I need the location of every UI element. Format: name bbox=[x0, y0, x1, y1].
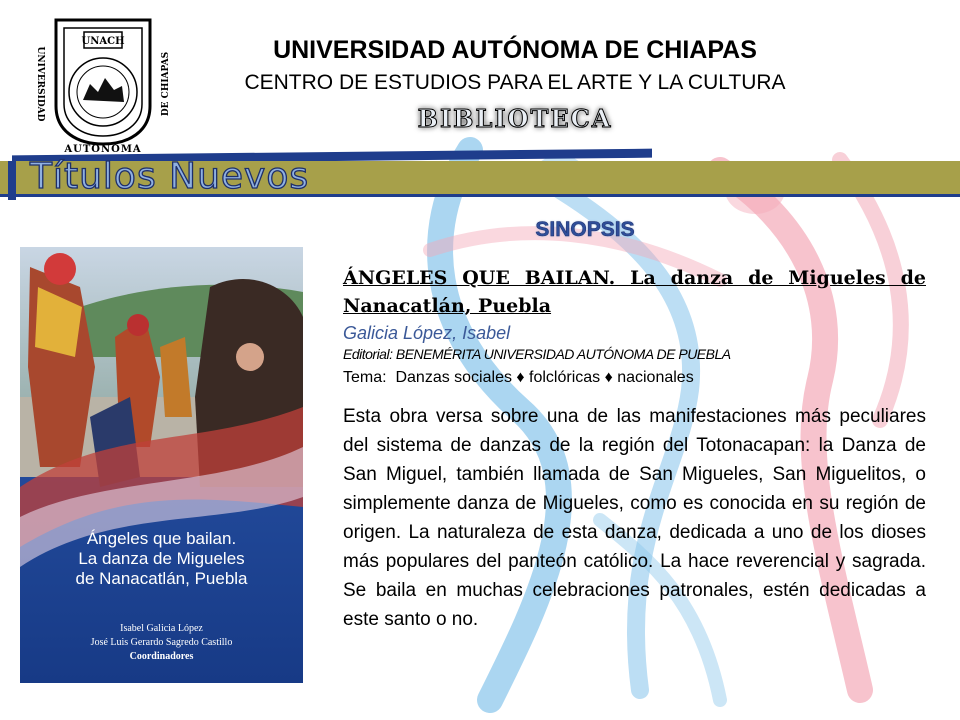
cover-coordinators-label: Coordinadores bbox=[129, 651, 194, 662]
book-topic: Tema: Danzas sociales ♦ folclóricas ♦ nacionales bbox=[343, 369, 694, 386]
seal-ring-right: DE CHIAPAS bbox=[161, 51, 171, 117]
banner-title: Títulos Nuevos bbox=[30, 156, 310, 197]
book-synopsis-text: Esta obra versa sobre una de las manifestaciones más peculiares del sistema de danzas de la región del Totonacapan: la Danza de San Miguel, también llamada de San Migueles, San Miguelitos, o simplemente danza de Migueles, como es conocida en su región de origen. La naturaleza de esta danza, dedicada a uno de los dioses más populares del panteón católico. La hace reverencial y sagrada. Se baila en muchas celebraciones patronales, estén dedicadas a este santo o no. bbox=[343, 406, 926, 630]
cover-author: Isabel Galicia López bbox=[120, 623, 203, 634]
book-author: Galicia López, Isabel bbox=[343, 323, 511, 343]
cover-author: José Luis Gerardo Sagredo Castillo bbox=[90, 637, 233, 648]
book-publisher: Editorial: BENEMÉRITA UNIVERSIDAD AUTÓNOMA DE PUEBLA bbox=[343, 346, 731, 362]
university-seal-logo bbox=[28, 14, 178, 154]
book-title: ÁNGELES QUE BAILAN. La danza de Migueles de Nanacatlán, Puebla bbox=[343, 267, 926, 317]
seal-ring-left: UNIVERSIDAD bbox=[35, 46, 45, 122]
library-label: BIBLIOTECA bbox=[417, 104, 613, 133]
cover-title-line: de Nanacatlán, Puebla bbox=[75, 569, 248, 588]
center-name: CENTRO DE ESTUDIOS PARA EL ARTE Y LA CULTURA bbox=[244, 71, 786, 94]
cover-title-line: Ángeles que bailan. bbox=[86, 529, 237, 548]
university-name: UNIVERSIDAD AUTÓNOMA DE CHIAPAS bbox=[273, 36, 757, 64]
cover-title-line: La danza de Migueles bbox=[78, 549, 245, 568]
seal-bottom-label: AUTONOMA bbox=[64, 144, 142, 154]
seal-acronym: UNACH bbox=[81, 36, 125, 47]
book-cover-image bbox=[20, 247, 303, 683]
banner-left-accent bbox=[8, 161, 16, 200]
cover-photo-art bbox=[20, 247, 303, 683]
synopsis-label: SINOPSIS bbox=[535, 218, 635, 241]
